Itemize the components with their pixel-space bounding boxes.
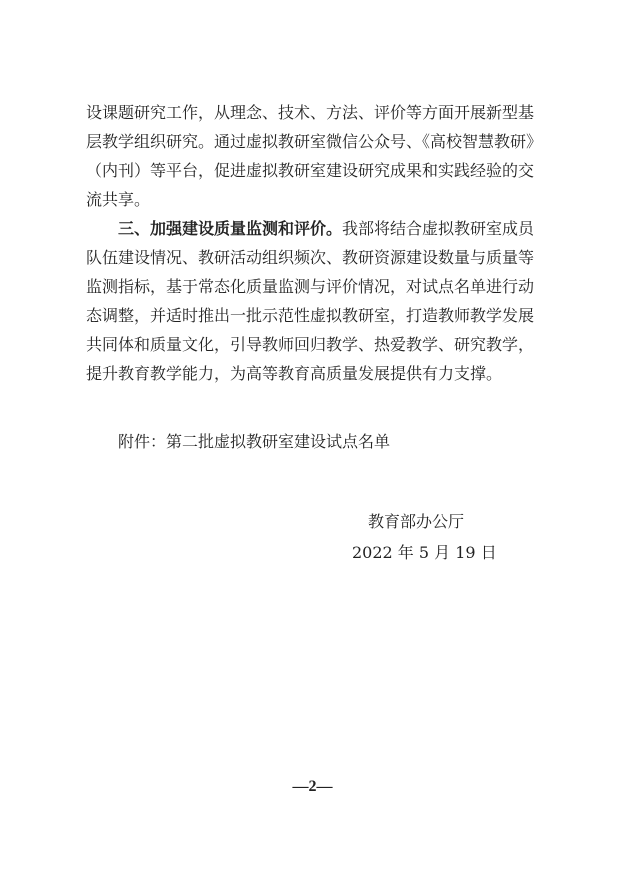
paragraph-line: 共同体和质量文化，引导教师回归教学、热爱教学、研究教学， (86, 335, 535, 354)
body-paragraph-1 (86, 98, 556, 214)
attachment-note: 附件：第二批虚拟教研室建设试点名单 (118, 432, 391, 451)
page-number: —2— (292, 778, 333, 795)
paragraph-line: 态调整，并适时推出一批示范性虚拟教研室，打造教师教学发展 (86, 306, 535, 325)
body-paragraph-2 (86, 214, 556, 388)
paragraph-line: 层教学组织研究。通过虚拟教研室微信公众号、《高校智慧教研》 (86, 132, 543, 151)
paragraph-line: 流共享。 (86, 190, 151, 209)
issuing-office: 教育部办公厅 (368, 512, 465, 531)
paragraph-first-line (86, 214, 556, 243)
paragraph-line: 设课题研究工作，从理念、技术、方法、评价等方面开展新型基 (86, 103, 535, 122)
paragraph-line: 监测指标，基于常态化质量监测与评价情况，对试点名单进行动 (86, 277, 535, 296)
issue-date: 2022 年 5 月 19 日 (352, 543, 497, 562)
section-heading: 三、加强建设质量监测和评价。 (118, 219, 343, 238)
paragraph-line: 队伍建设情况、教研活动组织频次、教研资源建设数量与质量等 (86, 248, 535, 267)
paragraph-line: 提升教育教学能力，为高等教育高质量发展提供有力支撑。 (86, 364, 503, 383)
paragraph-line-rest: 我部将结合虚拟教研室成员 (342, 219, 535, 238)
paragraph-line: （内刊）等平台，促进虚拟教研室建设研究成果和实践经验的交 (86, 161, 535, 180)
